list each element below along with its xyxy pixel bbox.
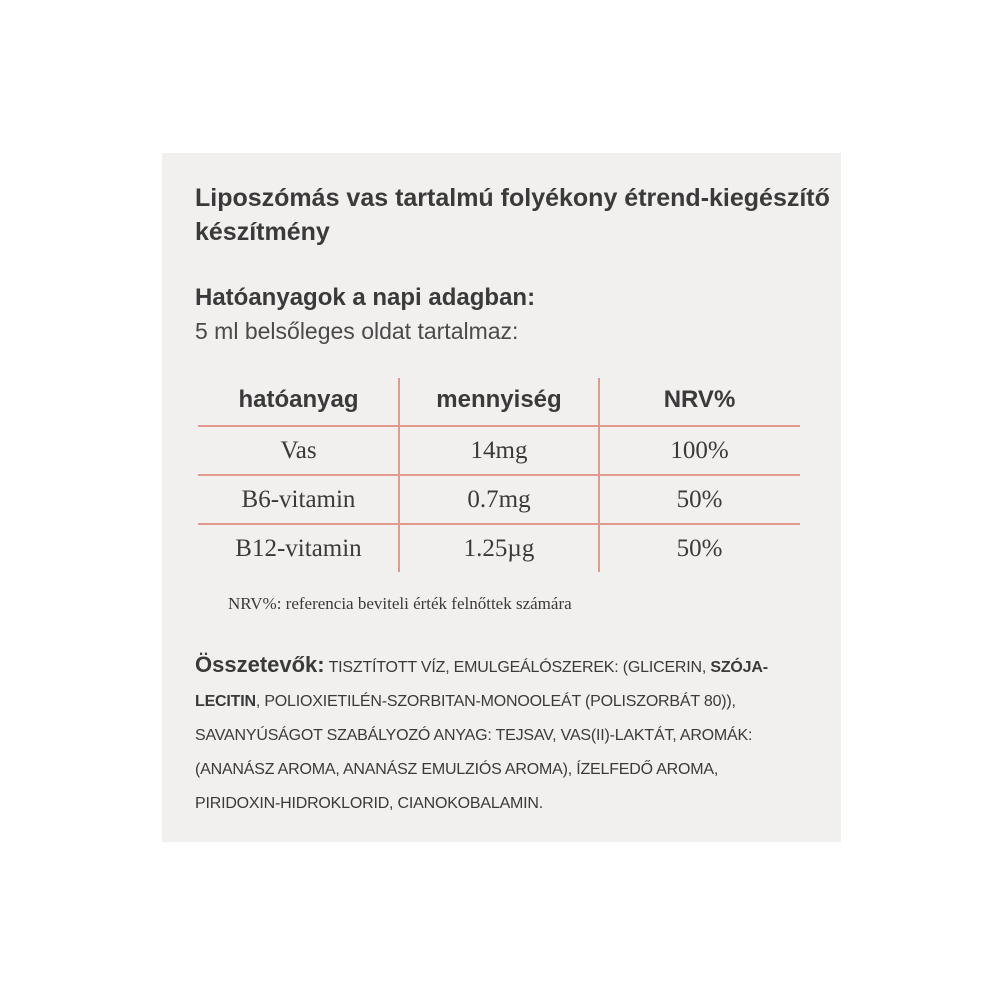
table-cell: 50% [676, 486, 723, 513]
product-title: Liposzómás vas tartalmú folyékony étrend-kiegészítő készítmény [195, 184, 830, 246]
table-divider-horizontal [198, 474, 800, 476]
table-cell: 14mg [470, 437, 528, 464]
allergen-text: SZÓJA-LECITIN [195, 659, 768, 710]
table-cell: B6-vitamin [241, 486, 356, 513]
ingredients-list [195, 648, 805, 821]
table-cell: 1.25µg [463, 535, 535, 562]
table-divider-vertical [598, 378, 600, 572]
table-divider-horizontal [198, 523, 800, 525]
nrv-footnote: NRV%: referencia beviteli érték felnőttek számára [228, 594, 572, 613]
table-header-nrv: NRV% [663, 386, 736, 413]
table-divider-horizontal [198, 425, 800, 427]
table-cell: 50% [676, 535, 723, 562]
table-cell: Vas [280, 437, 317, 464]
table-cell: 100% [670, 437, 729, 464]
active-ingredients-heading: Hatóanyagok a napi adagban: [195, 284, 536, 311]
ingredients-text: , POLIOXIETILÉN-SZORBITAN-MONOOLEÁT (POLISZORBÁT 80)), SAVANYÚSÁGOT SZABÁLYOZÓ ANYAG: TEJSAV, VAS(II)-LAKTÁT, AROMÁK: (ANANÁSZ AROMA, ANANÁSZ EMULZIÓS AROMA), ÍZELFEDŐ AROMA, PIRIDOXIN-HIDROKLORID, CIANOKOBALAMIN. [195, 693, 753, 812]
nutrient-table [198, 378, 800, 572]
ingredients-text: TISZTÍTOTT VÍZ, EMULGEÁLÓSZEREK: (GLICERIN, [324, 659, 711, 676]
table-header-quantity: mennyiség [436, 386, 562, 413]
table-cell: B12-vitamin [235, 535, 362, 562]
ingredients-label: Összetevők: [195, 652, 325, 677]
table-divider-vertical [398, 378, 400, 572]
label-panel [162, 153, 841, 842]
table-header-active-ingredient: hatóanyag [238, 386, 359, 413]
table-cell: 0.7mg [467, 486, 531, 513]
active-ingredients-subheading: 5 ml belsőleges oldat tartalmaz: [195, 318, 519, 344]
